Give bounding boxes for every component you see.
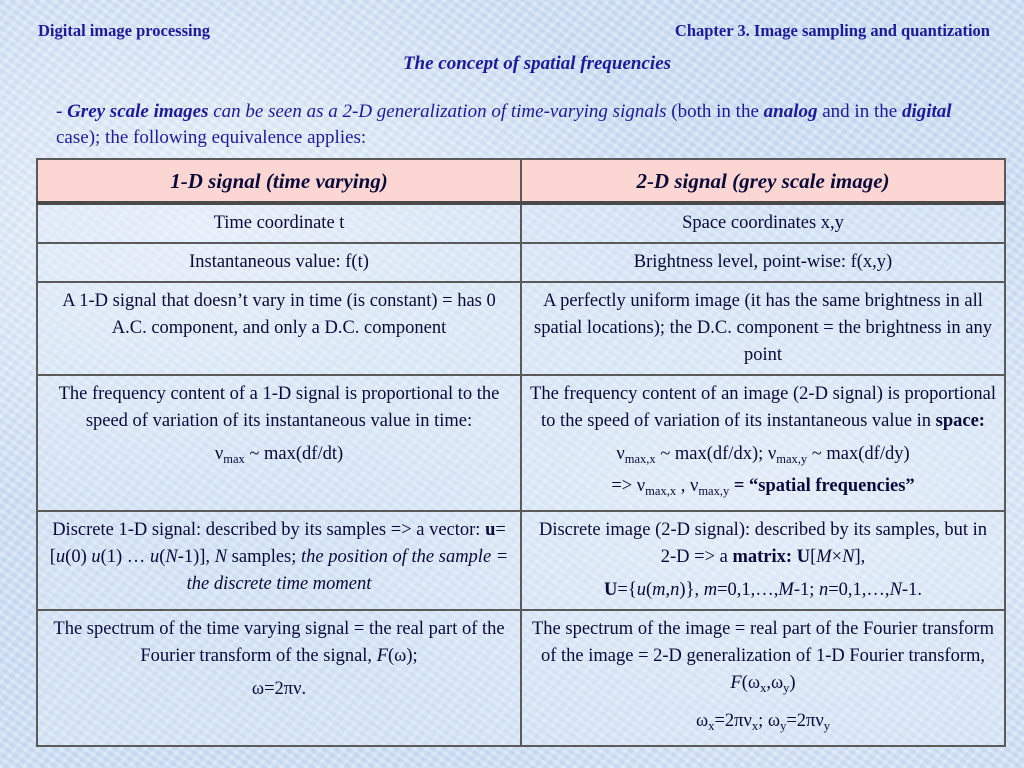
var-u: u <box>55 547 66 567</box>
formula-omega-xy <box>530 708 996 740</box>
var-m: M <box>816 547 832 567</box>
cell-instantaneous-value: Instantaneous value: f(t) <box>37 243 521 282</box>
intro-and: and in the <box>817 101 902 122</box>
text: ( <box>159 547 166 567</box>
nu-symbol: ν <box>214 444 224 464</box>
spatial-frequencies-label: = “spatial frequencies” <box>729 476 915 496</box>
formula-part: ~ max(df/dx); ν <box>655 444 777 464</box>
cell-spectrum-1d <box>37 610 521 746</box>
formula-rest: ~ max(df/dt) <box>244 444 344 464</box>
var-f: F <box>376 646 388 666</box>
var-n: N <box>214 547 228 567</box>
col-header-1d: 1-D signal (time varying) <box>37 159 521 203</box>
intro-equivalence: case); the following equivalence applies: <box>56 127 367 148</box>
intro-both: (both in the <box>666 101 764 122</box>
text: Discrete 1-D signal: described by its samples => a vector: <box>52 520 486 540</box>
formula-part: ~ max(df/dy) <box>807 444 910 464</box>
table-row <box>37 610 1005 746</box>
text: (1) … <box>100 547 150 567</box>
frequency-1d-text: The frequency content of a 1-D signal is proportional to the speed of variation of its instantaneous value in time: <box>58 384 500 431</box>
cell-time-coordinate: Time coordinate t <box>37 203 521 243</box>
var-n: N <box>842 547 855 567</box>
cell-spectrum-2d <box>521 610 1005 746</box>
intro-grey-scale-images: Grey scale images <box>67 101 209 122</box>
equivalence-table <box>36 158 1006 747</box>
text: ], <box>854 547 866 567</box>
table-row <box>37 203 1005 243</box>
var-f: F <box>730 673 742 693</box>
var-u: u <box>149 547 160 567</box>
cell-brightness-level: Brightness level, point-wise: f(x,y) <box>521 243 1005 282</box>
subscript: y <box>783 681 790 695</box>
text: Discrete image (2-D signal): described by its samples, but in 2-D => a <box>538 520 987 567</box>
table-row <box>37 282 1005 375</box>
text: (0) <box>65 547 92 567</box>
subscript: x <box>708 719 715 733</box>
var-n: N <box>889 580 902 600</box>
var-m: M <box>778 580 794 600</box>
subscript: y <box>780 719 787 733</box>
formula-spatial-frequencies <box>530 473 996 505</box>
table-row <box>37 511 1005 610</box>
intro-analog: analog <box>763 101 818 122</box>
text: The spectrum of the image = real part of the Fourier transform of the image = 2-D generalization of 1-D Fourier transform, <box>532 619 994 666</box>
text: ( <box>645 580 653 600</box>
table-row <box>37 375 1005 511</box>
text: samples; <box>227 547 302 567</box>
sample-position-note: the position of the sample = the discrete time moment <box>186 547 509 594</box>
formula-nu-max-xy <box>530 441 996 473</box>
formula-part: ; ω <box>758 711 781 731</box>
text: (ω <box>741 673 761 693</box>
intro-digital: digital <box>901 101 952 122</box>
formula-nu-max <box>46 441 512 473</box>
text: =[ <box>49 520 506 567</box>
frequency-2d-space: space: <box>935 411 985 431</box>
text: -1)], <box>177 547 215 567</box>
table-row <box>37 243 1005 282</box>
var-n: n <box>819 580 829 600</box>
var-u: u <box>636 580 646 600</box>
formula-part: => ν <box>611 476 646 496</box>
intro-dash: - <box>56 101 68 122</box>
cell-uniform-image: A perfectly uniform image (it has the same brightness in all spatial locations); the D.C. component = the brightness in any point <box>521 282 1005 375</box>
formula-part: =2πν <box>714 711 752 731</box>
matrix-u: U <box>604 580 618 600</box>
cell-constant-signal: A 1-D signal that doesn’t vary in time (is constant) = has 0 A.C. component, and only a D.C. component <box>37 282 521 375</box>
var-u: u <box>91 547 101 567</box>
omega-symbol: ω <box>696 711 709 731</box>
text: × <box>831 547 843 567</box>
cell-discrete-1d <box>37 511 521 610</box>
text: (ω); <box>388 646 418 666</box>
text: ) <box>789 673 796 693</box>
course-title: Digital image processing <box>38 21 211 40</box>
subscript: y <box>823 719 830 733</box>
col-header-2d: 2-D signal (grey scale image) <box>521 159 1005 203</box>
cell-discrete-2d <box>521 511 1005 610</box>
text: =0,1,…, <box>828 580 890 600</box>
subscript: x <box>751 719 759 733</box>
formula-part: , ν <box>676 476 699 496</box>
text: The spectrum of the time varying signal = the real part of the Fourier transform of the signal, <box>53 619 505 666</box>
var-m: m <box>703 580 718 600</box>
cell-frequency-2d <box>521 375 1005 511</box>
cell-frequency-1d <box>37 375 521 511</box>
text: ={ <box>617 580 637 600</box>
vector-u: u <box>485 520 496 540</box>
subscript: max,y <box>776 452 808 466</box>
chapter-title: Chapter 3. Image sampling and quantization <box>674 21 990 40</box>
subscript: max,y <box>698 484 730 498</box>
subscript: max <box>223 452 245 466</box>
intro-paragraph <box>56 99 986 151</box>
text: ,ω <box>766 673 784 693</box>
table-header-row <box>37 159 1005 203</box>
formula-part: =2πν <box>786 711 824 731</box>
subscript: x <box>760 681 767 695</box>
var-n: n <box>670 580 680 600</box>
nu-symbol: ν <box>616 444 625 464</box>
formula-omega: ω=2πν. <box>251 679 307 699</box>
subscript: max,x <box>624 452 656 466</box>
frequency-2d-text: The frequency content of an image (2-D signal) is proportional to the speed of variation of its instantaneous value in <box>530 384 996 431</box>
cell-space-coordinates: Space coordinates x,y <box>521 203 1005 243</box>
text: -1. <box>901 580 922 600</box>
text: , <box>665 580 671 600</box>
subscript: max,x <box>645 484 677 498</box>
slide-title: The concept of spatial frequencies <box>402 53 672 74</box>
matrix-label: matrix: U <box>732 547 811 567</box>
text: =0,1,…, <box>717 580 779 600</box>
text: )}, <box>679 580 704 600</box>
text: [ <box>810 547 817 567</box>
text: -1; <box>793 580 819 600</box>
matrix-definition <box>530 577 996 604</box>
intro-generalization: can be seen as a 2-D generalization of time-varying signals <box>208 101 667 122</box>
var-m: m <box>652 580 666 600</box>
var-n: N <box>165 547 178 567</box>
